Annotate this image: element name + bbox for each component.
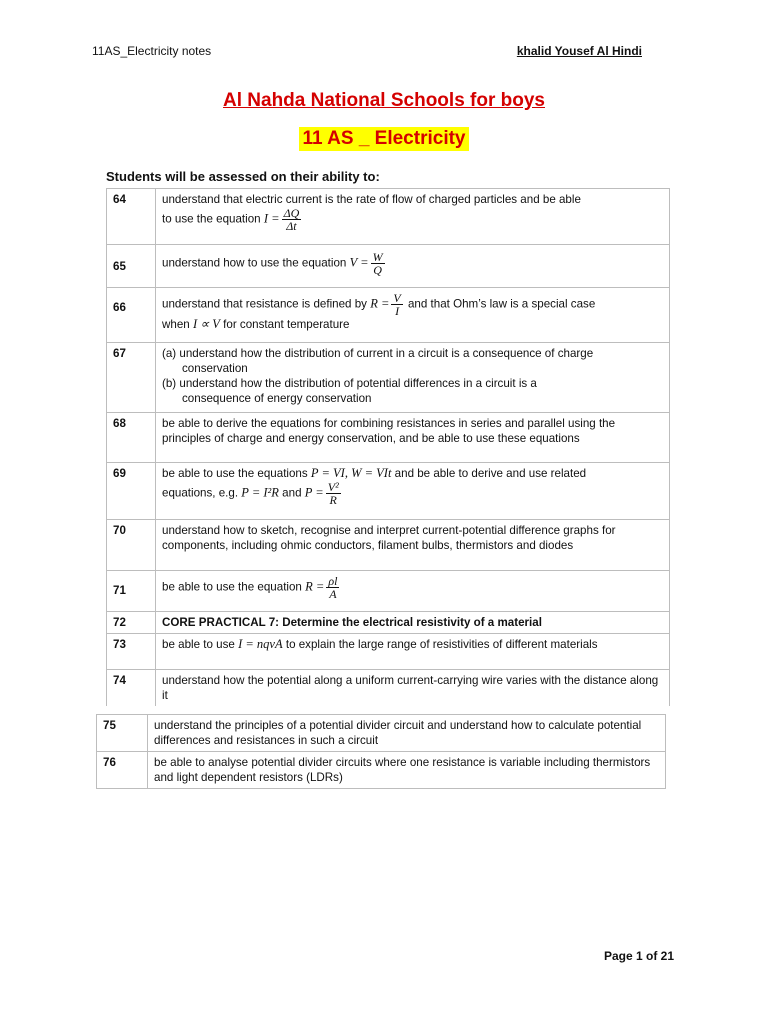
row-text-line: to explain the large range of resistivities of different materials <box>285 638 598 651</box>
row-text-line: and that Ohm’s law is a special case <box>407 297 596 311</box>
header-author: khalid Yousef Al Hindi <box>516 44 642 58</box>
row-text: understand the principles of a potential divider circuit and understand how to calculate potential differences and resistances in such a circuit <box>148 715 666 752</box>
table-row <box>107 413 670 463</box>
row-text: understand how the potential along a uniform current-carrying wire varies with the distance along it <box>156 670 670 707</box>
equation-fraction <box>326 575 339 600</box>
row-text <box>156 343 670 413</box>
row-text <box>156 634 670 670</box>
row-part-a: (a) understand how the distribution of current in a circuit is a consequence of charge <box>162 347 594 360</box>
equation-lhs: P = <box>304 485 324 500</box>
row-number: 68 <box>107 413 156 463</box>
equation-fraction <box>371 251 385 276</box>
row-text-line: be able to use <box>162 638 235 651</box>
fraction-numerator: V² <box>327 480 339 494</box>
fraction-denominator: Δt <box>286 219 297 233</box>
row-text <box>156 288 670 343</box>
row-text: be able to derive the equations for combining resistances in series and parallel using the principles of charge and energy conservation, and be able to use these equations <box>156 413 670 463</box>
row-text-line: and <box>282 486 302 500</box>
row-part-b-cont: consequence of energy conservation <box>182 392 372 405</box>
equation-lhs: R = <box>370 296 390 311</box>
table-row <box>107 612 670 634</box>
row-number: 67 <box>107 343 156 413</box>
row-number: 66 <box>107 288 156 343</box>
table-row <box>107 463 670 520</box>
row-number: 73 <box>107 634 156 670</box>
equation: P = VI, W = VIt <box>310 466 392 480</box>
page-number: Page 1 of 21 <box>603 949 674 963</box>
equation-fraction <box>282 207 302 232</box>
table-row <box>107 189 670 245</box>
row-text-line: equations, e.g. <box>162 486 239 500</box>
table-row <box>107 343 670 413</box>
table-row <box>97 715 666 752</box>
fraction-denominator: I <box>395 304 400 318</box>
row-text: CORE PRACTICAL 7: Determine the electrical resistivity of a material <box>156 612 670 634</box>
header-left: 11AS_Electricity notes <box>92 44 212 58</box>
assessment-intro: Students will be assessed on their ability to: <box>106 169 380 184</box>
subject-title: 11 AS _ Electricity <box>299 127 468 151</box>
row-number: 64 <box>107 189 156 245</box>
school-title: Al Nahda National Schools for boys <box>223 90 545 111</box>
table-row <box>97 752 666 789</box>
row-text: understand how to sketch, recognise and interpret current-potential difference graphs for components, including ohmic conductors, filament bulbs, thermistors and diodes <box>156 520 670 571</box>
row-part-a-cont: conservation <box>182 362 248 375</box>
table-row <box>107 634 670 670</box>
equation-lhs: V = <box>349 255 369 270</box>
fraction-numerator: ΔQ <box>283 206 300 220</box>
row-text-line: understand how to use the equation <box>162 256 347 270</box>
fraction-denominator: R <box>329 493 337 507</box>
row-part-b: (b) understand how the distribution of potential differences in a circuit is a <box>162 377 537 390</box>
fraction-denominator: A <box>329 587 337 601</box>
row-text <box>156 189 670 245</box>
row-text-line: when <box>162 318 190 331</box>
row-text: be able to analyse potential divider circuits where one resistance is variable including thermistors and light dependent resistors (LDRs) <box>148 752 666 789</box>
row-text-line: be able to use the equation <box>162 580 302 594</box>
objectives-table <box>106 188 670 706</box>
row-text-line: understand that resistance is defined by <box>162 297 367 311</box>
fraction-numerator: ρl <box>328 574 338 588</box>
table-row <box>107 670 670 707</box>
fraction-numerator: V <box>393 291 401 305</box>
row-number: 76 <box>97 752 148 789</box>
row-text-line: and be able to derive and use related <box>394 467 587 480</box>
table-row <box>107 571 670 612</box>
row-text <box>156 571 670 612</box>
row-number: 72 <box>107 612 156 634</box>
row-text-line: understand that electric current is the rate of flow of charged particles and be able <box>162 193 581 206</box>
row-number: 74 <box>107 670 156 707</box>
table-row <box>107 520 670 571</box>
row-number: 69 <box>107 463 156 520</box>
row-text-line: for constant temperature <box>223 318 350 331</box>
row-text <box>156 463 670 520</box>
row-text-line: to use the equation <box>162 212 261 226</box>
equation: P = I²R <box>241 485 279 500</box>
table-row <box>107 245 670 288</box>
equation-lhs: R = <box>305 579 325 594</box>
objectives-table-continued <box>96 714 666 789</box>
equation-lhs: I = <box>263 211 280 226</box>
equation-fraction <box>326 481 341 506</box>
row-number: 70 <box>107 520 156 571</box>
equation-fraction <box>391 292 402 317</box>
fraction-denominator: Q <box>373 263 382 277</box>
fraction-numerator: W <box>372 250 383 264</box>
row-number: 75 <box>97 715 148 752</box>
row-text-line: be able to use the equations <box>162 467 308 480</box>
table-row <box>107 288 670 343</box>
equation: I ∝ V <box>192 317 220 331</box>
equation: I = nqvA <box>238 637 283 651</box>
row-text <box>156 245 670 288</box>
row-number: 71 <box>107 571 156 612</box>
row-number: 65 <box>107 245 156 288</box>
